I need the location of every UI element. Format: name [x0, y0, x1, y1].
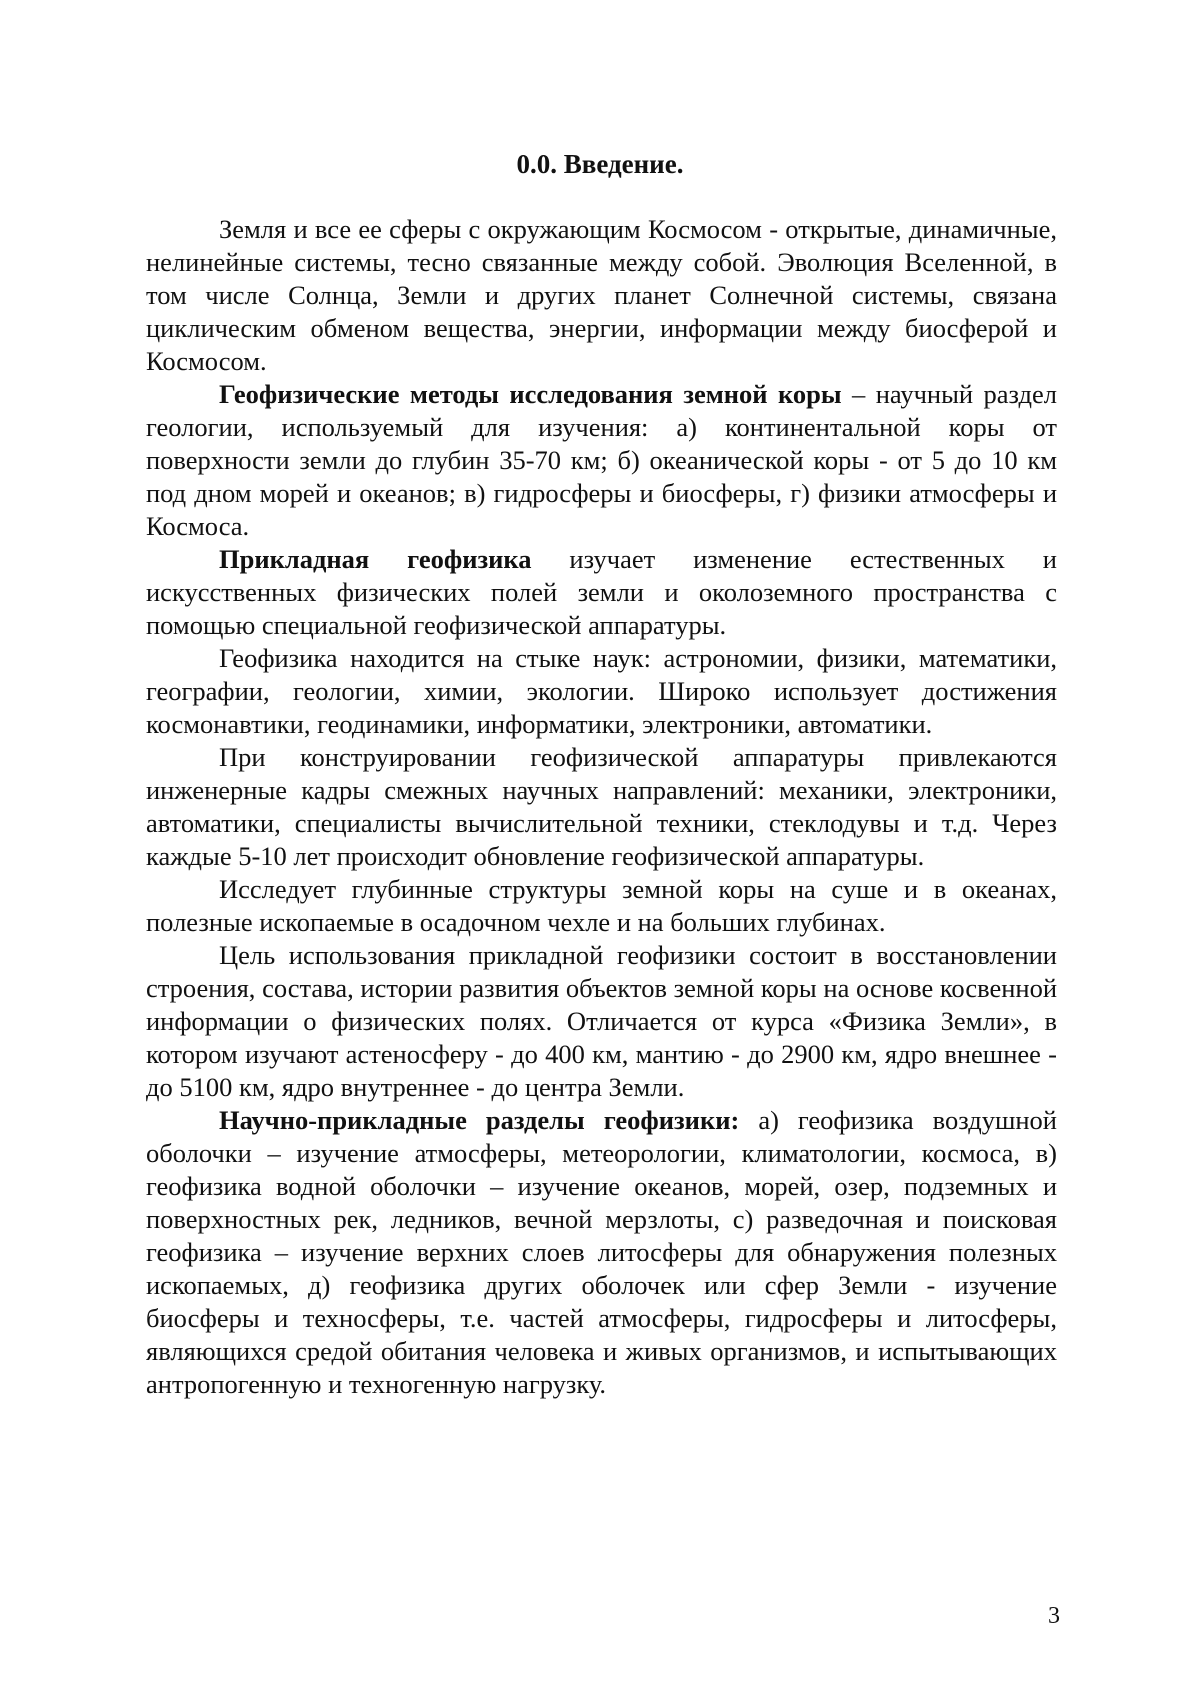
paragraph-text: – научный раздел геологии, используемый для изучения: а) континентальной коры от поверхности земли до глубин 35-70 км; б) океанической коры - от 5 до 10 км под дном морей и океанов; в) гидросферы и биосферы, г) физики атмосферы и Космоса.: [146, 379, 1057, 541]
paragraph-text: изучает изменение естественных и искусственных физических полей земли и околоземного пространства с помощью специальной геофизической аппаратуры.: [146, 544, 1057, 640]
paragraph-equipment: [146, 741, 1057, 873]
paragraph-text: а) геофизика воздушной оболочки – изучение атмосферы, метеорологии, климатологии, космоса, в) геофизика водной оболочки – изучение океанов, морей, озер, подземных и поверхностных рек, ледников, вечной мерзлоты, с) разведочная и поисковая геофизика – изучение верхних слоев литосферы для обнаружения полезных ископаемых, д) геофизика других оболочек или сфер Земли - изучение биосферы и техносферы, т.е. частей атмосферы, гидросферы и литосферы, являющихся средой обитания человека и живых организмов, и испытывающих антропогенную и техногенную нагрузку.: [146, 1105, 1057, 1399]
paragraph-intro: [146, 213, 1057, 378]
paragraph-text: При конструировании геофизической аппаратуры привлекаются инженерные кадры смежных научных направлений: механики, электроники, автоматики, специалисты вычислительной техники, стеклодувы и т.д. Через каждые 5-10 лет происходит обновление геофизической аппаратуры.: [146, 742, 1057, 871]
paragraph-applied-geophysics: [146, 543, 1057, 642]
paragraph-text: Земля и все ее сферы с окружающим Космосом - открытые, динамичные, нелинейные системы, тесно связанные между собой. Эволюция Вселенной, в том числе Солнца, Земли и других планет Солнечной системы, связана циклическим обменом вещества, энергии, информации между биосферой и Космосом.: [146, 214, 1057, 376]
document-page: [0, 0, 1200, 1698]
section-heading: 0.0. Введение.: [0, 146, 1200, 182]
paragraph-geophysical-methods: [146, 378, 1057, 543]
paragraph-research: [146, 873, 1057, 939]
paragraph-text: Геофизика находится на стыке наук: астрономии, физики, математики, географии, геологии, химии, экологии. Широко использует достижения космонавтики, геодинамики, информатики, электроники, автоматики.: [146, 643, 1057, 739]
paragraph-text: Цель использования прикладной геофизики состоит в восстановлении строения, состава, истории развития объектов земной коры на основе косвенной информации о физических полях. Отличается от курса «Физика Земли», в котором изучают астеносферу - до 400 км, мантию - до 2900 км, ядро внешнее - до 5100 км, ядро внутреннее - до центра Земли.: [146, 940, 1057, 1102]
paragraph-text: Исследует глубинные структуры земной коры на суше и в океанах, полезные ископаемые в осадочном чехле и на больших глубинах.: [146, 874, 1057, 937]
paragraph-term: Прикладная геофизика: [219, 544, 532, 574]
body-text: [146, 213, 1057, 1401]
paragraph-sections: [146, 1104, 1057, 1401]
paragraph-sciences: [146, 642, 1057, 741]
paragraph-goal: [146, 939, 1057, 1104]
paragraph-term: Геофизические методы исследования земной коры: [219, 379, 842, 409]
paragraph-term: Научно-прикладные разделы геофизики:: [219, 1105, 739, 1135]
page-number: 3: [1036, 1601, 1060, 1631]
